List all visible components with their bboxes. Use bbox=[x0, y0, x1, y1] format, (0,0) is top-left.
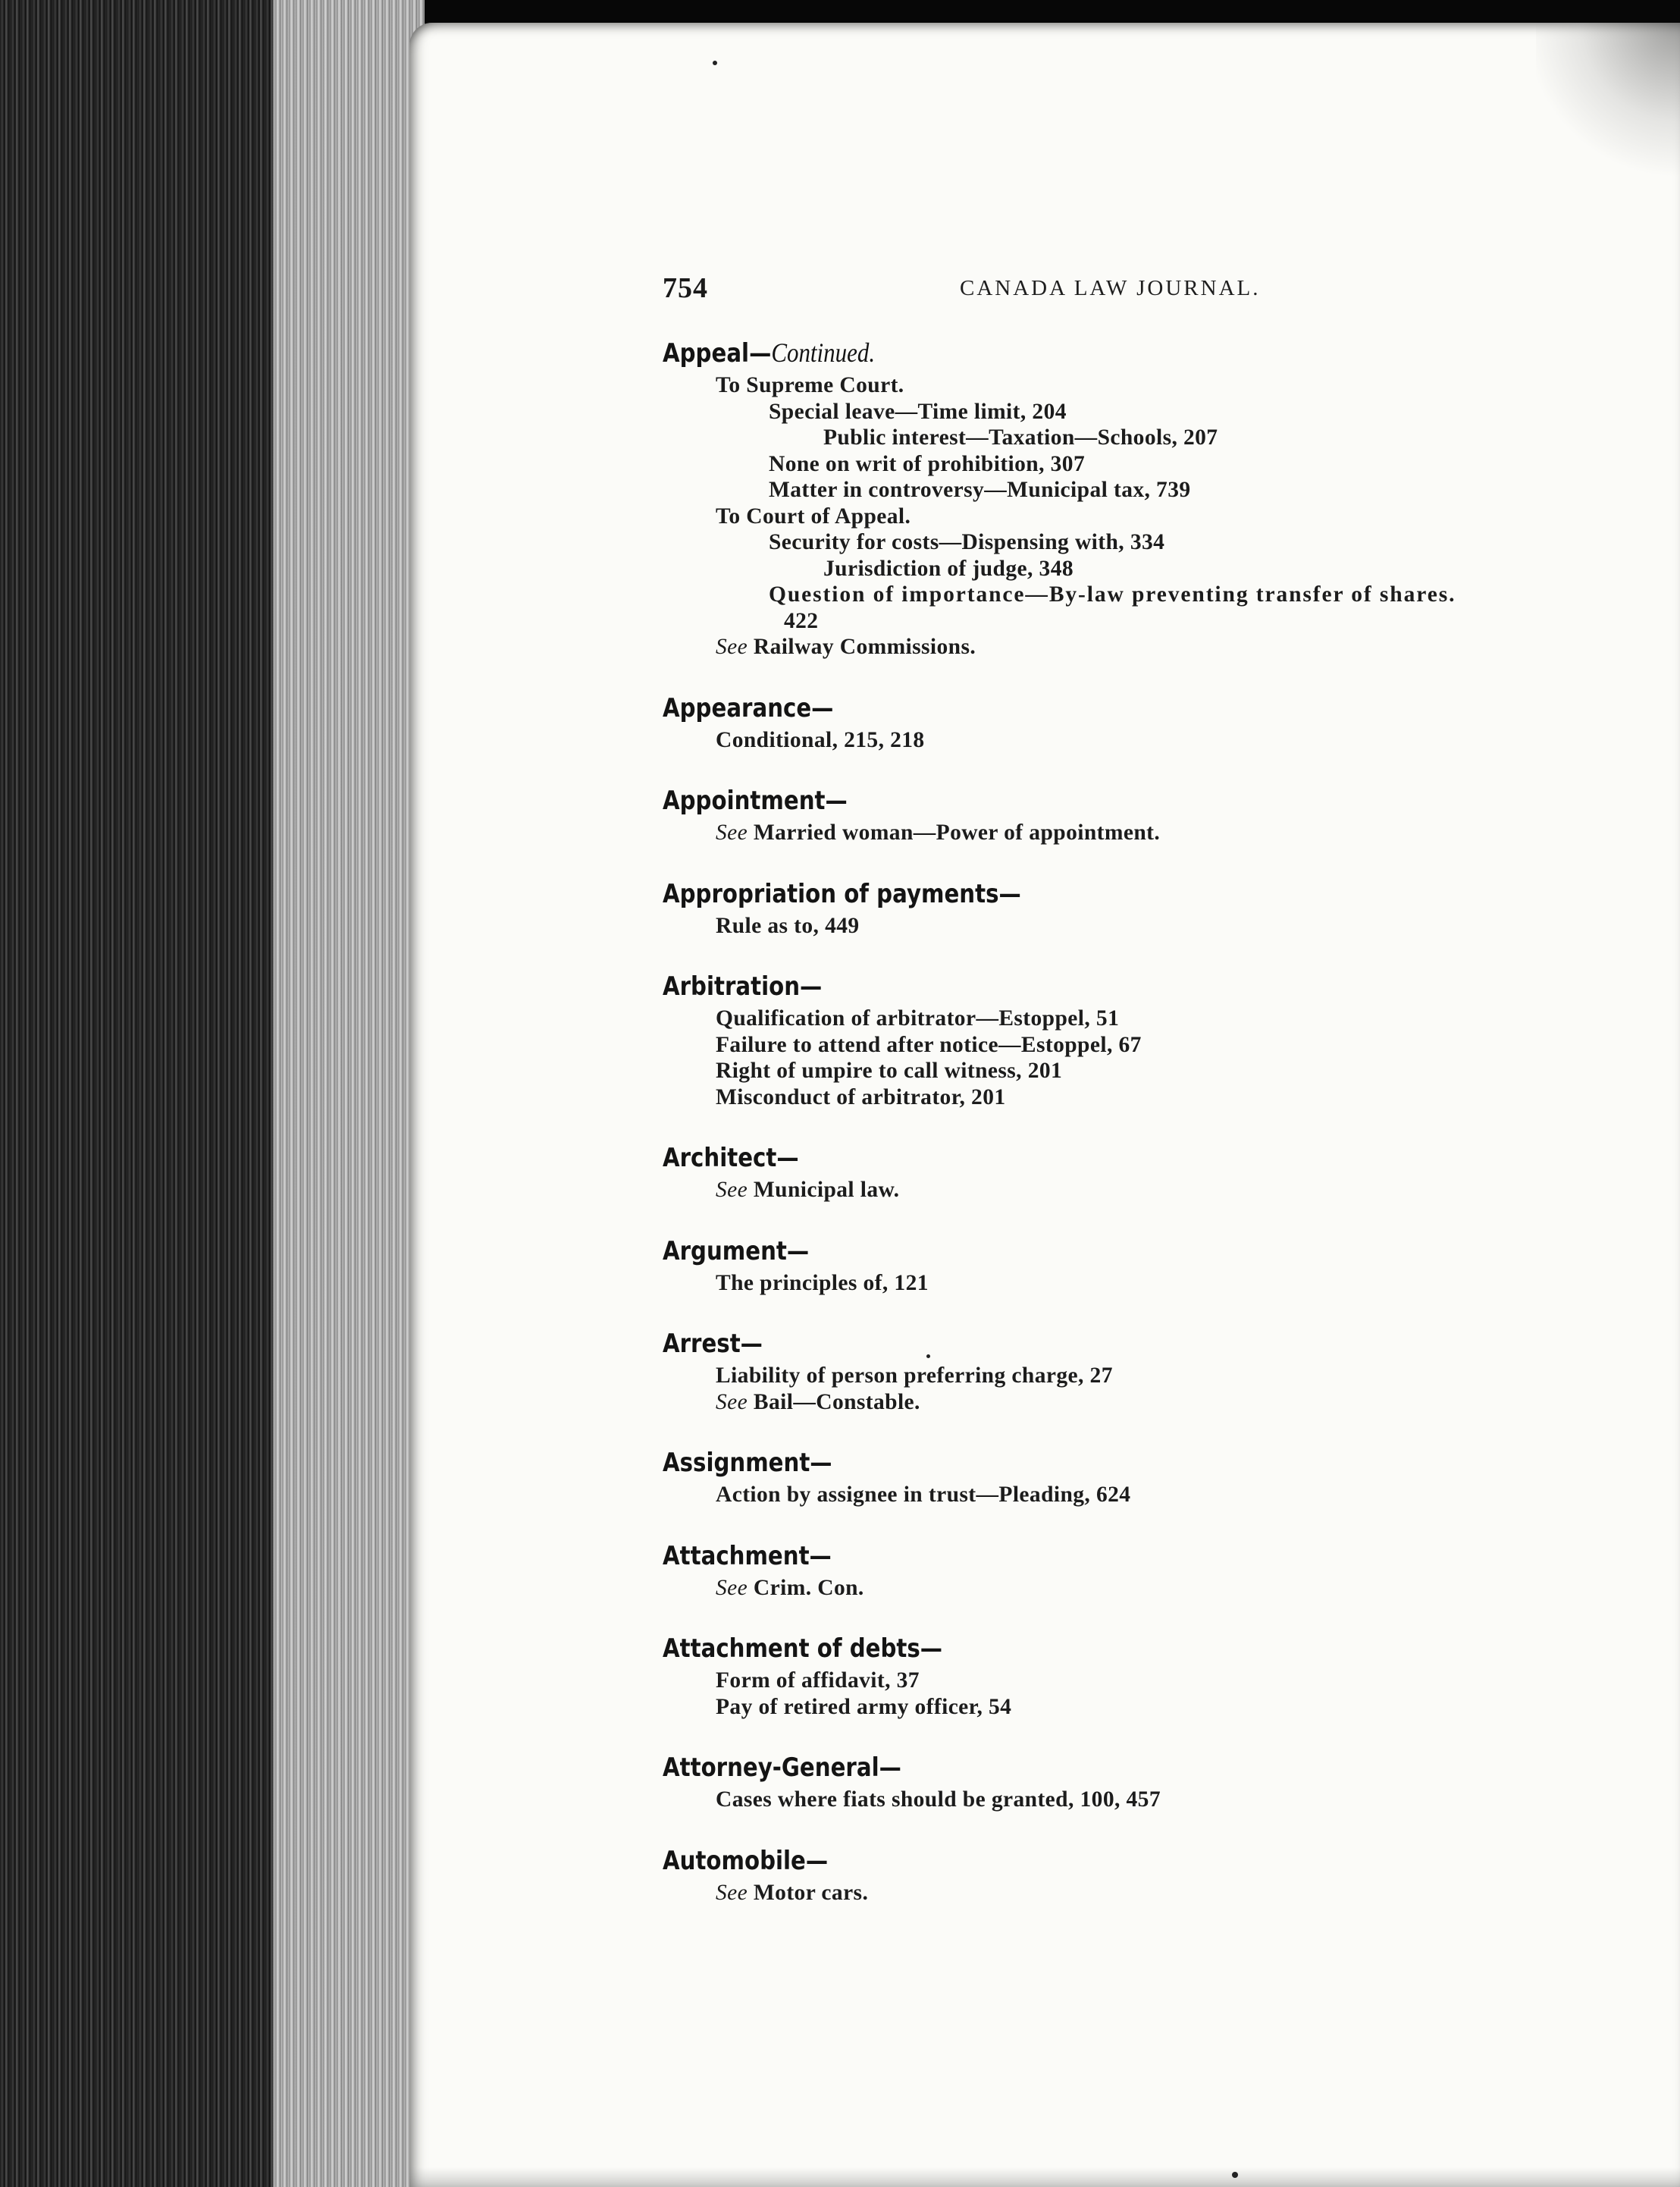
index-line: See Bail—Constable. bbox=[716, 1389, 920, 1414]
index-line: Misconduct of arbitrator, 201 bbox=[716, 1084, 1006, 1109]
index-column bbox=[663, 334, 1580, 1934]
entry-heading: Appearance— bbox=[663, 692, 834, 723]
index-line: None on writ of prohibition, 307 bbox=[769, 451, 1086, 476]
index-entry-arbitration bbox=[663, 968, 1580, 1110]
index-entry-attachment bbox=[663, 1537, 1580, 1602]
book-page-edges bbox=[0, 0, 425, 2187]
entry-heading: Appointment— bbox=[663, 786, 848, 816]
scan-corner-shadow bbox=[1536, 23, 1680, 190]
index-line: Conditional, 215, 218 bbox=[716, 727, 925, 752]
entry-heading: Appeal—Continued. bbox=[663, 337, 876, 369]
index-line: Security for costs—Dispensing with, 334 bbox=[769, 530, 1165, 554]
see-reference: See bbox=[716, 1178, 748, 1202]
index-line: To Court of Appeal. bbox=[716, 504, 911, 529]
index-line: Matter in controversy—Municipal tax, 739 bbox=[769, 478, 1191, 502]
index-line: See Railway Commissions. bbox=[716, 635, 976, 659]
index-line: To Supreme Court. bbox=[716, 373, 904, 397]
index-line: See Married woman—Power of appointment. bbox=[716, 821, 1161, 845]
entry-heading: Automobile— bbox=[663, 1845, 829, 1876]
index-line: Qualification of arbitrator—Estoppel, 51 bbox=[716, 1006, 1120, 1031]
index-entry-attorney-general bbox=[663, 1749, 1580, 1813]
index-line: Action by assignee in trust—Pleading, 624 bbox=[716, 1483, 1131, 1507]
index-entry-appropriation bbox=[663, 875, 1580, 940]
journal-title: CANADA LAW JOURNAL. bbox=[960, 276, 1261, 300]
see-reference: See bbox=[716, 1389, 748, 1414]
entry-heading: Arbitration— bbox=[663, 971, 823, 1002]
index-line: Right of umpire to call witness, 201 bbox=[716, 1059, 1063, 1083]
see-reference: See bbox=[716, 821, 748, 845]
index-line: Form of affidavit, 37 bbox=[716, 1668, 920, 1693]
see-reference: See bbox=[716, 1575, 748, 1600]
scan-bottom-shadow bbox=[409, 2167, 1680, 2187]
index-entry-arrest bbox=[663, 1325, 1580, 1415]
index-line: See Crim. Con. bbox=[716, 1575, 864, 1600]
index-entry-argument bbox=[663, 1232, 1580, 1297]
index-line: Rule as to, 449 bbox=[716, 913, 860, 938]
index-line: The principles of, 121 bbox=[716, 1270, 929, 1295]
index-line: Public interest—Taxation—Schools, 207 bbox=[823, 425, 1218, 450]
index-entry-appearance bbox=[663, 689, 1580, 754]
entry-heading: Architect— bbox=[663, 1143, 799, 1173]
entry-heading: Arrest— bbox=[663, 1329, 763, 1359]
index-line: Pay of retired army officer, 54 bbox=[716, 1694, 1012, 1719]
index-line: See Motor cars. bbox=[716, 1880, 869, 1905]
see-reference: See bbox=[716, 635, 748, 659]
index-line: See Municipal law. bbox=[716, 1178, 900, 1202]
index-line: Failure to attend after notice—Estoppel, 67 bbox=[716, 1032, 1142, 1057]
entry-heading: Attorney-General— bbox=[663, 1752, 901, 1783]
running-head bbox=[663, 271, 1292, 309]
entry-heading: Appropriation of payments— bbox=[663, 878, 1021, 909]
index-line: Jurisdiction of judge, 348 bbox=[823, 556, 1074, 581]
index-line: Cases where fiats should be granted, 100, 457 bbox=[716, 1787, 1161, 1812]
index-entry-appeal bbox=[663, 334, 1580, 660]
index-line: Special leave—Time limit, 204 bbox=[769, 399, 1067, 424]
scan-speck bbox=[713, 61, 717, 65]
entry-heading: Attachment— bbox=[663, 1540, 832, 1571]
index-line: 422 bbox=[784, 608, 819, 633]
index-entry-architect bbox=[663, 1139, 1580, 1203]
entry-heading: Argument— bbox=[663, 1235, 810, 1266]
index-line: Liability of person preferring charge, 27 bbox=[716, 1363, 1113, 1388]
index-entry-automobile bbox=[663, 1842, 1580, 1906]
index-entry-assignment bbox=[663, 1444, 1580, 1508]
see-reference: See bbox=[716, 1880, 748, 1905]
entry-heading: Assignment— bbox=[663, 1448, 832, 1478]
index-entry-appointment bbox=[663, 782, 1580, 846]
index-line: Question of importance—By-law preventing transfer of shares. bbox=[769, 582, 1456, 607]
scan-speck bbox=[1232, 2172, 1238, 2178]
index-entry-attachment-of-debts bbox=[663, 1630, 1580, 1720]
entry-heading: Attachment of debts— bbox=[663, 1633, 943, 1664]
continued-label: Continued. bbox=[771, 337, 876, 368]
page-number: 754 bbox=[663, 272, 708, 304]
